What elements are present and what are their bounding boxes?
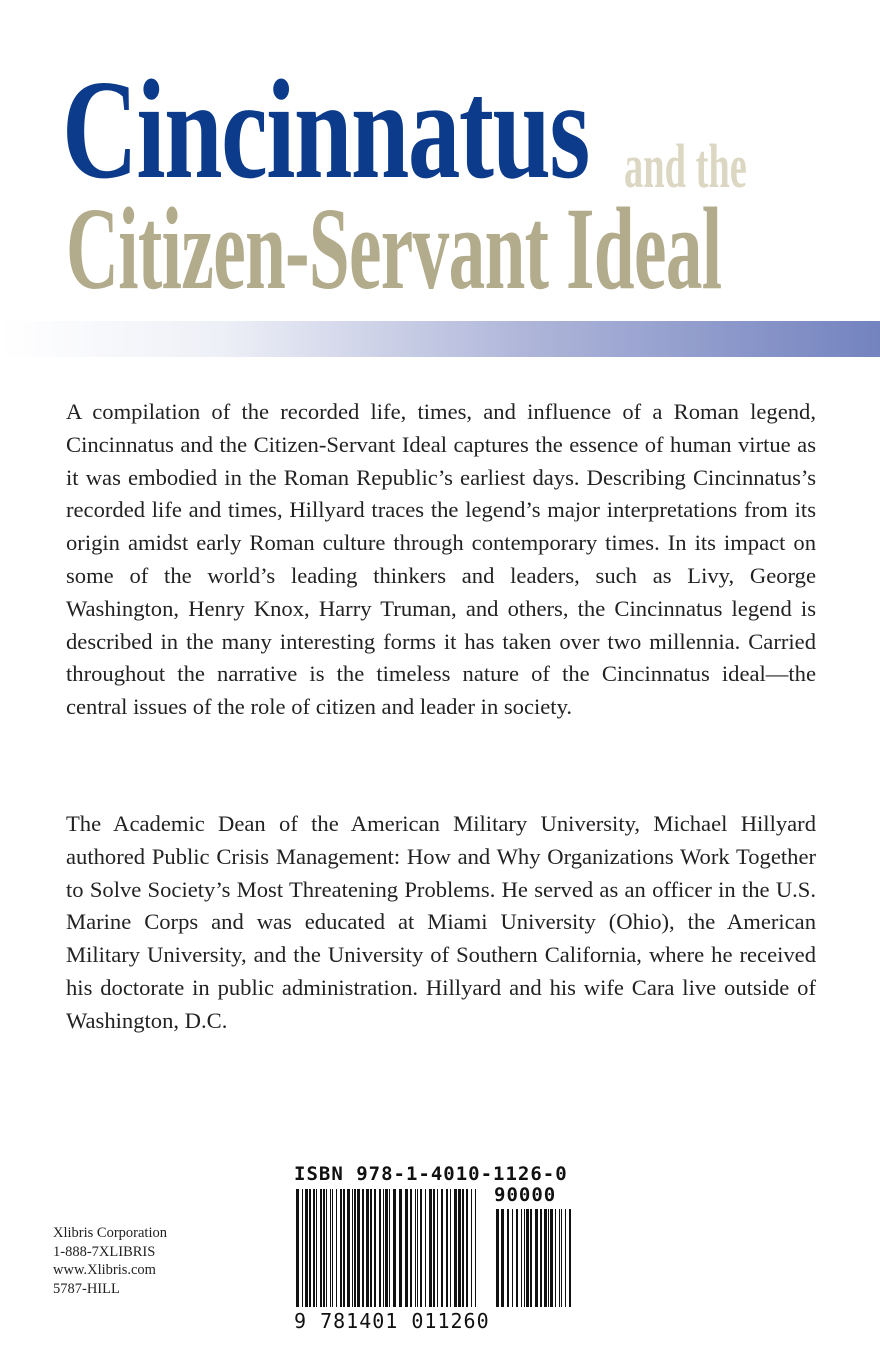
barcode-bar [471,1189,472,1307]
barcode-bar [555,1209,556,1307]
barcode-bar [569,1209,571,1307]
barcode-bar [501,1209,504,1307]
barcode-bar [343,1189,345,1307]
barcode-bar [429,1189,432,1307]
barcode-bar [535,1209,538,1307]
price-code: 90000 [494,1184,557,1206]
barcode-bar [433,1189,435,1307]
publisher-phone: 1-888-7XLIBRIS [53,1243,156,1260]
barcode-bar [420,1189,422,1307]
publisher-website: www.Xlibris.com [53,1262,156,1279]
barcode-bar [496,1209,499,1307]
publisher-code: 5787-HILL [53,1280,120,1297]
barcode-bar [296,1189,299,1307]
barcode-bar [385,1189,388,1307]
barcode-bar [521,1209,522,1307]
barcode-bar [462,1189,464,1307]
barcode-bar [475,1189,476,1307]
barcode-bar [507,1209,509,1307]
barcode-digits: 9 781401 011260 [294,1309,490,1333]
barcode-bar [512,1209,513,1307]
decorative-gradient-band [0,321,880,357]
isbn-label: ISBN 978-1-4010-1126-0 [294,1163,568,1185]
barcode-bar [415,1189,416,1307]
title-main: Cincinnatus [62,50,589,208]
barcode-bar [458,1189,461,1307]
barcode-bar [524,1209,525,1307]
barcode-bar [540,1209,542,1307]
barcode-bar [357,1189,360,1307]
barcode-bar [565,1209,566,1307]
barcode-bar [425,1189,426,1307]
publisher-name: Xlibris Corporation [53,1225,167,1241]
barcode-bar [526,1209,529,1307]
barcode-bar [405,1189,408,1307]
barcode-bar [340,1189,342,1307]
barcode-bar [320,1189,322,1307]
barcode-bar [454,1189,457,1307]
barcode-bar [316,1189,317,1307]
barcode-bar [550,1209,553,1307]
barcode-bar [441,1189,443,1307]
barcode-bar [370,1189,372,1307]
barcode-bar [374,1189,376,1307]
barcode-bar [313,1189,315,1307]
barcode-bar [437,1189,438,1307]
barcode-bar [305,1189,308,1307]
barcode-bar [399,1189,402,1307]
barcode-bar [530,1209,532,1307]
barcode-bar [417,1189,418,1307]
barcode-bar [309,1189,311,1307]
barcode-bar [302,1189,303,1307]
addon-barcode-bars [494,1209,574,1307]
barcode-bar [450,1189,451,1307]
barcode-bar [326,1189,327,1307]
barcode-bar [332,1189,333,1307]
barcode-bar [336,1189,337,1307]
barcode-bar [516,1209,518,1307]
description-paragraph: A compilation of the recorded life, times, and influence of a Roman legend, Cincinnatus and the Citizen-Servant Ideal captures the essence of human virtue as it was embodied in the Roman Republic’s earliest days. Describing Cincinnatus’s recorded life and times, Hillyard traces the legend’s major interpretations from its origin amidst early Roman culture through contemporary times. In its impact on some of the world’s leading thinkers and leaders, such as Livy, George Washington, Henry Knox, Harry Truman, and others, the Cincinnatus legend is described in the many interesting forms it has taken over two millennia. Carried throughout the narrative is the timeless nature of the Cincinnatus ideal—the central issues of the role of citizen and leader in society. [66,399,816,720]
barcode-bar [548,1209,549,1307]
barcode-bar [544,1209,547,1307]
ean-barcode-bars [294,1189,480,1307]
barcode-bar [410,1189,412,1307]
publisher-info [53,1224,167,1298]
barcode-bar [362,1189,364,1307]
barcode-bar [559,1209,560,1307]
title-subtitle: Citizen-Servant Ideal [66,183,722,314]
barcode-bar [446,1189,448,1307]
barcode-bar [323,1189,325,1307]
barcode-bar [352,1189,353,1307]
barcode-bar [466,1189,468,1307]
barcode-bar [330,1189,331,1307]
barcode-bar [366,1189,369,1307]
isbn-barcode [294,1163,584,1338]
barcode-bar [354,1189,356,1307]
author-bio-paragraph: The Academic Dean of the American Military University, Michael Hillyard authored Public Crisis Management: How and Why Organizations Work Together to Solve Society’s Most Threatening Problems. He served as an officer in the U.S. Marine Corps and was educated at Miami University (Ohio), the American Military University, and the University of Southern California, where he received his doctorate in public administration. Hillyard and his wife Cara live outside of Washington, D.C. [66,811,816,1033]
barcode-bar [379,1189,381,1307]
barcode-bar [389,1189,390,1307]
title-connector: and the [624,133,747,201]
barcode-bar [347,1189,350,1307]
barcode-bar [383,1189,384,1307]
barcode-bar [561,1209,562,1307]
barcode-bar [393,1189,396,1307]
